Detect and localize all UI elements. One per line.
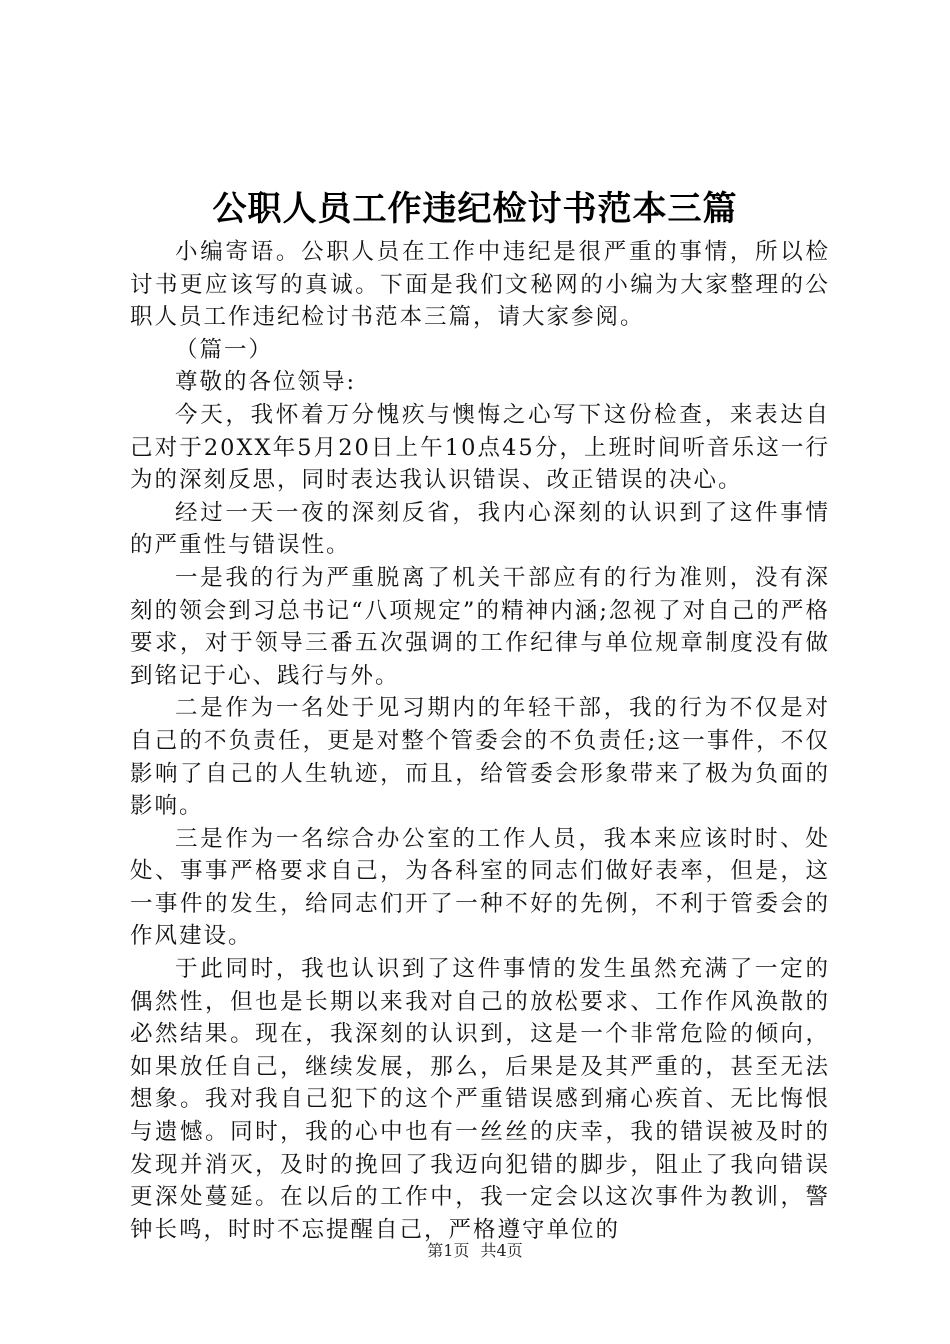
paragraph-opening: 今天，我怀着万分愧疚与懊悔之心写下这份检查，来表达自己对于20XX年5月20日上午10点45分，上班时间听音乐这一行为的深刻反思，同时表达我认识错误、改正错误的决心。 [130,401,830,494]
paragraph-salutation: 尊敬的各位领导: [175,369,357,396]
paragraph-section-label: （篇一） [175,336,274,363]
paragraph-conclusion: 于此同时，我也认识到了这件事情的发生虽然充满了一定的偶然性，但也是长期以来我对自己的放松要求、工作作风涣散的必然结果。现在，我深刻的认识到，这是一个非常危险的倾向，如果放任自己，继续发展，那么，后果是及其严重的，甚至无法想象。我对我自己犯下的这个严重错误感到痛心疾首、无比悔恨与遗憾。同时，我的心中也有一丝丝的庆幸，我的错误被及时的发现并消灭，及时的挽回了我迈向犯错的脚步，阻止了我向错误更深处蔓延。在以后的工作中，我一定会以这次事件为教训，警钟长鸣，时时不忘提醒自己，严格遵守单位的 [130,956,830,1243]
page-total: 共4页 [480,1241,523,1260]
paragraph-point-three: 三是作为一名综合办公室的工作人员，我本来应该时时、处处、事事严格要求自己，为各科室的同志们做好表率，但是，这一事件的发生，给同志们开了一种不好的先例，不利于管委会的作风建设。 [130,825,830,950]
document-body [130,236,830,1246]
paragraph-intro: 小编寄语。公职人员在工作中违纪是很严重的事情，所以检讨书更应该写的真诚。下面是我们文秘网的小编为大家整理的公职人员工作违纪检讨书范本三篇，请大家参阅。 [130,239,830,331]
paragraph-reflection: 经过一天一夜的深刻反省，我内心深刻的认识到了这件事情的严重性与错误性。 [130,499,830,559]
page-footer [0,1240,950,1262]
page-number: 第1页 [427,1241,470,1260]
paragraph-point-two: 二是作为一名处于见习期内的年轻干部，我的行为不仅是对自己的不负责任，更是对整个管委会的不负责任;这一事件，不仅影响了自己的人生轨迹，而且，给管委会形象带来了极为负面的影响。 [130,695,830,820]
document-title: 公职人员工作违纪检讨书范本三篇 [212,189,738,229]
paragraph-point-one: 一是我的行为严重脱离了机关干部应有的行为准则，没有深刻的领会到习总书记“八项规定”的精神内涵;忽视了对自己的严格要求，对于领导三番五次强调的工作纪律与单位规章制度没有做到铭记于心、践行与外。 [130,564,830,689]
